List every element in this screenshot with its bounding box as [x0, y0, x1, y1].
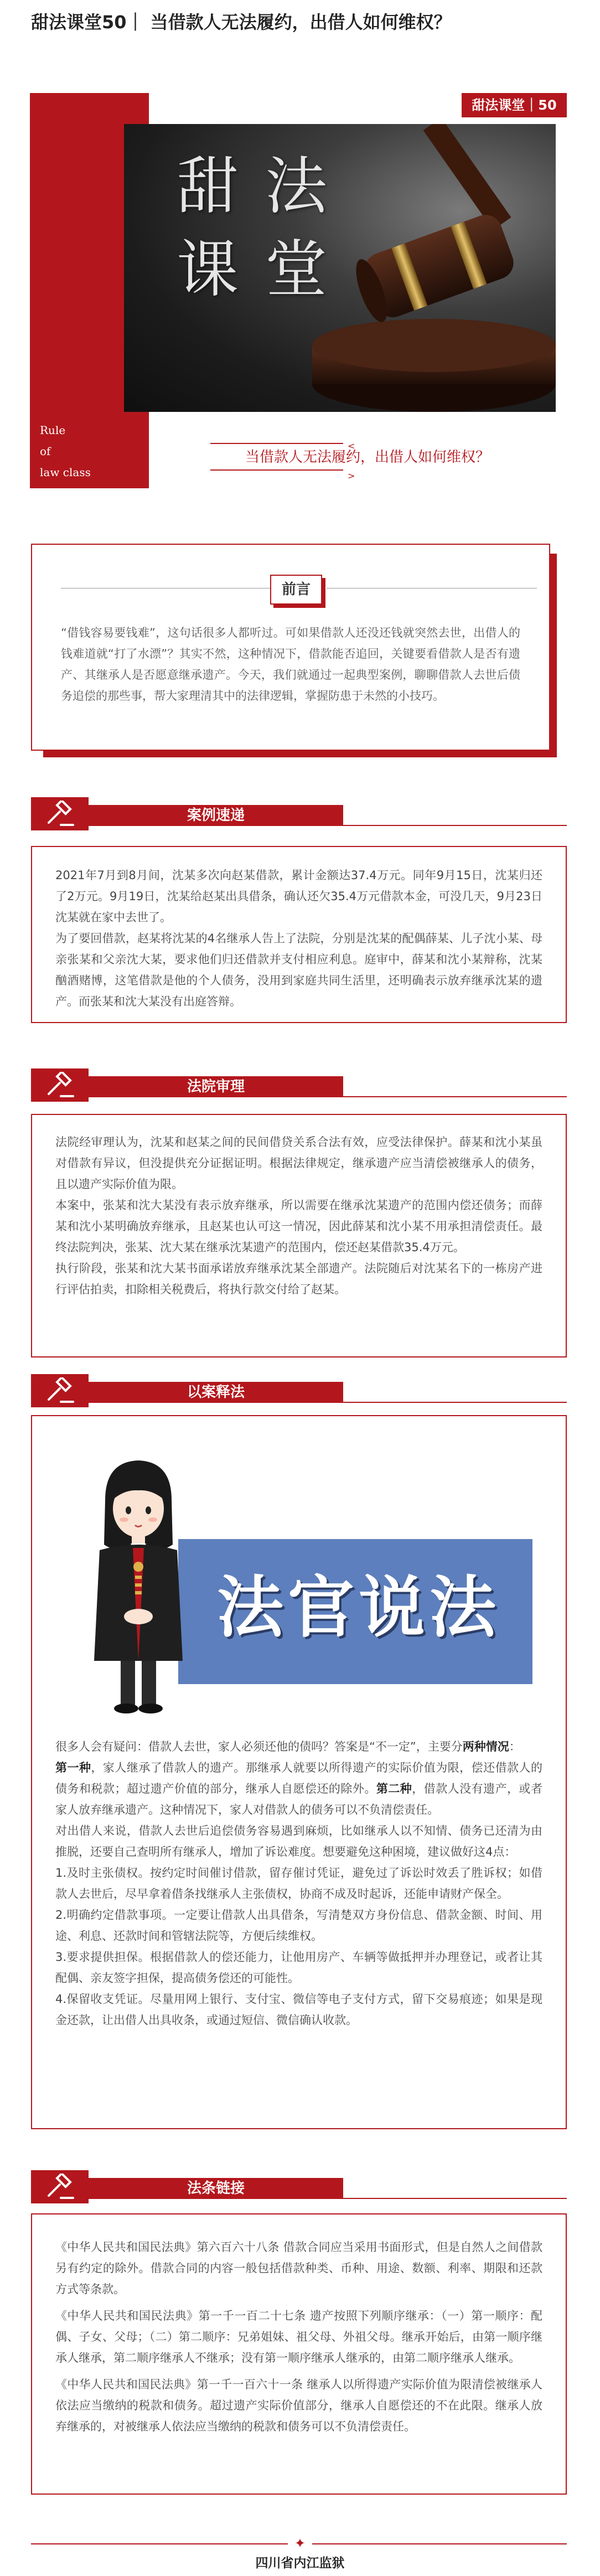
section-header-case [31, 797, 567, 830]
paragraph: 2021年7月到8月间，沈某多次向赵某借款，累计金额达37.4万元。同年9月15日，沈某归还了2万元。9月19日，沈某给赵某出具借条，确认还欠35.4万元借款本金，可没几天，9月23日沈某就在家中去世了。 [55, 869, 542, 924]
section-box-court [31, 1114, 567, 1357]
divider [210, 469, 343, 471]
paragraph: 为了要回借款，赵某将沈某的4名继承人告上了法院，分别是沈某的配偶薛某、儿子沈小某、母亲张某和父亲沈大某，要求他们归还借款并支付相应利息。庭审中，薛某和沈小某辩称，沈某酗酒赌博，这笔借款是他的个人债务，没用到家庭共同生活里，还明确表示放弃继承沈某的遗产。而张某和沈大某没有出庭答辩。 [55, 932, 542, 1008]
paragraph: 《中华人民共和国民法典》第一千一百二十七条 遗产按照下列顺序继承：（一）第一顺序：配偶、子女、父母；（二）第二顺序：兄弟姐妹、祖父母、外祖父母。继承开始后，由第一顺序继承人继承，第二顺序继承人不继承；没有第一顺序继承人继承的，由第二顺序继承人继承。 [55, 2309, 542, 2365]
hero-char: 甜 [177, 151, 239, 223]
hero-char: 课 [177, 234, 239, 306]
section-box-law [31, 2213, 567, 2495]
paragraph: 3.要求提供担保。根据借款人的偿还能力，让他用房产、车辆等做抵押并办理登记，或者让其配偶、亲友签字担保，提高债务偿还的可能性。 [55, 1950, 542, 1985]
hero-rule-of-law-label: Rule of law class [40, 424, 91, 479]
intro-text: “借钱容易要钱难”，这句话很多人都听过。可如果借款人还没还钱就突然去世，出借人的钱难道就“打了水漂”？其实不然，这种情况下，借款能否追回，关键要看借款人是否有遗产、其继承人是否愿意继承遗产。今天，我们就通过一起典型案例，聊聊借款人去世后债务追偿的那些事，帮大家理清其中的法律逻辑，掌握防患于未然的小技巧。 [61, 626, 520, 703]
gavel-icon [44, 1377, 75, 1404]
article-title: 甜法课堂50｜ 当借款人无法履约，出借人如何维权？ [31, 12, 452, 33]
paragraph: 《中华人民共和国民法典》第一千一百六十一条 继承人以所得遗产实际价值为限清偿被继承人依法应当缴纳的税款和债务。超过遗产实际价值部分，继承人自愿偿还的不在此限。继承人放弃继承的，对被继承人依法应当缴纳的税款和债务可以不负清偿责任。 [55, 2378, 542, 2433]
judge-figure-icon [77, 1450, 199, 1727]
section-title: 案例速递 [89, 805, 343, 826]
paragraph: 很多人会有疑问：借款人去世，家人必须还他的债吗？答案是“不一定”，主要分两种情况： [55, 1740, 521, 1753]
paragraph: 《中华人民共和国民法典》第六百六十八条 借款合同应当采用书面形式，但是自然人之间借款另有约定的除外。借款合同的内容一般包括借款种类、币种、用途、数额、利率、期限和还款方式等条款。 [55, 2241, 542, 2296]
section-title: 法条链接 [89, 2178, 343, 2199]
divider [210, 443, 343, 444]
chevron-left-icon: < [348, 441, 355, 451]
intro-label: 前言 [270, 575, 322, 605]
paragraph: 法院经审理认为，沈某和赵某之间的民间借贷关系合法有效，应受法律保护。薛某和沈小某虽对借款有异议，但没提供充分证据证明。根据法律规定，继承遗产应当清偿被继承人的债务，且以遗产实际价值为限。 [55, 1135, 542, 1191]
section-header-law [31, 2170, 567, 2203]
gavel-icon [44, 1072, 75, 1098]
paragraph: 本案中，张某和沈大某没有表示放弃继承，所以需要在继承沈某遗产的范围内偿还债务；而薛某和沈小某明确放弃继承，且赵某也认可这一情况，因此薛某和沈小某不用承担清偿责任。最终法院判决，张某、沈大某在继承沈某遗产的范围内，偿还赵某借款35.4万元。 [55, 1199, 542, 1254]
hero-caption: 当借款人无法履约，出借人如何维权？ [245, 449, 490, 466]
paragraph: 2.明确约定借款事项。一定要让借款人出具借条，写清楚双方身份信息、借款金额、时间、用途、利息、还款时间和管辖法院等，方便后续维权。 [55, 1908, 542, 1943]
chevron-right-icon: > [348, 471, 355, 481]
star-icon: ✦ [288, 2531, 312, 2556]
explain-text [55, 1736, 542, 2031]
hero-char: 堂 [265, 234, 327, 306]
paragraph: 1.及时主张债权。按约定时间催讨借款，留存催讨凭证，避免过了诉讼时效丢了胜诉权；如借款人去世后，尽早拿着借条找继承人主张债权，协商不成及时起诉，还能申请财产保全。 [55, 1866, 542, 1901]
judge-banner-text: 法官说法 [217, 1568, 500, 1646]
section-header-explain [31, 1374, 567, 1407]
paragraph: 4.保留收支凭证。尽量用网上银行、支付宝、微信等电子支付方式，留下交易痕迹；如果是现金还款，让出借人出具收条，或通过短信、微信确认收款。 [55, 1992, 542, 2027]
section-header-court [31, 1068, 567, 1102]
hero-char: 法 [265, 151, 327, 223]
gavel-icon [44, 801, 75, 827]
paragraph: 对出借人来说，借款人去世后追偿债务容易遇到麻烦，比如继承人以不知情、债务已还清为由推脱，还要自己查明所有继承人，增加了诉讼难度。想要避免这种困境，建议做好这4点： [55, 1824, 542, 1859]
section-box-case [31, 846, 567, 1023]
footer-org: 四川省内江监狱 [255, 2556, 345, 2570]
hero-issue-tag: 甜法课堂｜50 [462, 93, 567, 117]
paragraph: 第一种，家人继承了借款人的遗产。那继承人就要以所得遗产的实际价值为限，偿还借款人的债务和税款；超过遗产价值的部分，继承人自愿偿还的除外。第二种，借款人没有遗产，或者家人放弃继承遗产。这种情况下，家人对借款人的债务可以不负清偿责任。 [55, 1761, 543, 1816]
hero-title-chars [172, 151, 338, 317]
section-title: 以案释法 [89, 1382, 343, 1403]
paragraph: 执行阶段，张某和沈大某书面承诺放弃继承沈某全部遗产。法院随后对沈某名下的一栋房产进行评估拍卖，扣除相关税费后，将执行款交付给了赵某。 [55, 1262, 542, 1296]
judge-illustration [77, 1450, 199, 1727]
gavel-icon [44, 2174, 75, 2200]
section-title: 法院审理 [89, 1076, 343, 1097]
